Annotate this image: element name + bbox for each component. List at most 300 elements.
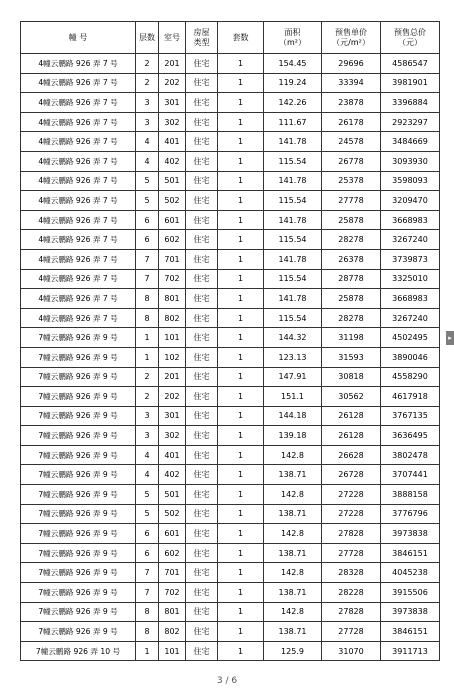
table-cell: 1 bbox=[218, 387, 264, 407]
column-header-line: 室号 bbox=[164, 32, 180, 42]
table-cell: 1 bbox=[218, 367, 264, 387]
column-header-line: 预售总价 bbox=[394, 27, 426, 37]
table-row bbox=[21, 151, 440, 171]
table-cell: 1 bbox=[218, 445, 264, 465]
table-cell: 7 bbox=[136, 269, 159, 289]
table-cell: 住宅 bbox=[186, 210, 218, 230]
table-cell: 4幢云鹏路 926 弄 7 号 bbox=[21, 289, 136, 309]
table-cell: 3668983 bbox=[381, 289, 440, 309]
table-cell: 115.54 bbox=[264, 230, 322, 250]
table-cell: 1 bbox=[218, 210, 264, 230]
table-cell: 139.18 bbox=[264, 426, 322, 446]
table-row bbox=[21, 171, 440, 191]
table-cell: 住宅 bbox=[186, 93, 218, 113]
table-cell: 3093930 bbox=[381, 151, 440, 171]
table-cell: 144.18 bbox=[264, 406, 322, 426]
table-cell: 24578 bbox=[322, 132, 381, 152]
table-cell: 125.9 bbox=[264, 641, 322, 661]
table-row bbox=[21, 524, 440, 544]
table-row bbox=[21, 387, 440, 407]
column-header-line: 套数 bbox=[232, 32, 249, 42]
table-cell: 住宅 bbox=[186, 504, 218, 524]
table-cell: 住宅 bbox=[186, 445, 218, 465]
table-cell: 28778 bbox=[322, 269, 381, 289]
table-cell: 202 bbox=[159, 387, 186, 407]
table-cell: 141.78 bbox=[264, 171, 322, 191]
table-cell: 3 bbox=[136, 426, 159, 446]
table-cell: 302 bbox=[159, 112, 186, 132]
table-cell: 144.32 bbox=[264, 328, 322, 348]
table-cell: 1 bbox=[218, 151, 264, 171]
table-cell: 3846151 bbox=[381, 622, 440, 642]
table-cell: 4幢云鹏路 926 弄 7 号 bbox=[21, 249, 136, 269]
table-cell: 7幢云鹏路 926 弄 9 号 bbox=[21, 583, 136, 603]
column-header-line: 面积 bbox=[284, 27, 301, 37]
table-cell: 1 bbox=[218, 563, 264, 583]
table-header-row bbox=[21, 22, 440, 54]
column-header-5 bbox=[264, 22, 322, 54]
table-cell: 5 bbox=[136, 485, 159, 505]
table-cell: 701 bbox=[159, 563, 186, 583]
table-cell: 4586547 bbox=[381, 54, 440, 74]
table-cell: 2 bbox=[136, 54, 159, 74]
table-row bbox=[21, 543, 440, 563]
table-cell: 3668983 bbox=[381, 210, 440, 230]
table-cell: 4幢云鹏路 926 弄 7 号 bbox=[21, 191, 136, 211]
column-header-line: 预售单价 bbox=[335, 27, 367, 37]
table-cell: 1 bbox=[136, 641, 159, 661]
table-row bbox=[21, 406, 440, 426]
table-cell: 26778 bbox=[322, 151, 381, 171]
table-cell: 142.26 bbox=[264, 93, 322, 113]
table-cell: 3776796 bbox=[381, 504, 440, 524]
table-cell: 3707441 bbox=[381, 465, 440, 485]
page-indicator: 3 / 6 bbox=[216, 676, 238, 686]
table-cell: 1 bbox=[136, 347, 159, 367]
table-row bbox=[21, 230, 440, 250]
table-cell: 3973838 bbox=[381, 524, 440, 544]
table-cell: 301 bbox=[159, 406, 186, 426]
table-cell: 401 bbox=[159, 132, 186, 152]
table-cell: 1 bbox=[218, 171, 264, 191]
table-row bbox=[21, 347, 440, 367]
table-cell: 1 bbox=[218, 583, 264, 603]
table-cell: 402 bbox=[159, 151, 186, 171]
table-cell: 26728 bbox=[322, 465, 381, 485]
table-cell: 141.78 bbox=[264, 210, 322, 230]
table-cell: 702 bbox=[159, 583, 186, 603]
table-cell: 7幢云鹏路 926 弄 9 号 bbox=[21, 602, 136, 622]
table-cell: 住宅 bbox=[186, 269, 218, 289]
table-cell: 住宅 bbox=[186, 426, 218, 446]
table-cell: 住宅 bbox=[186, 485, 218, 505]
table-row bbox=[21, 563, 440, 583]
table-cell: 30562 bbox=[322, 387, 381, 407]
table-cell: 2 bbox=[136, 73, 159, 93]
table-cell: 111.67 bbox=[264, 112, 322, 132]
table-cell: 26628 bbox=[322, 445, 381, 465]
table-cell: 4幢云鹏路 926 弄 7 号 bbox=[21, 112, 136, 132]
table-cell: 138.71 bbox=[264, 583, 322, 603]
table-cell: 302 bbox=[159, 426, 186, 446]
table-cell: 147.91 bbox=[264, 367, 322, 387]
table-cell: 27228 bbox=[322, 504, 381, 524]
table-cell: 33394 bbox=[322, 73, 381, 93]
table-cell: 502 bbox=[159, 504, 186, 524]
table-cell: 3890046 bbox=[381, 347, 440, 367]
table-cell: 3 bbox=[136, 93, 159, 113]
table-cell: 142.8 bbox=[264, 445, 322, 465]
table-cell: 8 bbox=[136, 622, 159, 642]
table-cell: 4045238 bbox=[381, 563, 440, 583]
table-row bbox=[21, 73, 440, 93]
table-cell: 27728 bbox=[322, 543, 381, 563]
table-row bbox=[21, 641, 440, 661]
table-cell: 602 bbox=[159, 230, 186, 250]
table-cell: 4幢云鹏路 926 弄 7 号 bbox=[21, 171, 136, 191]
column-header-line: 幢 号 bbox=[68, 32, 88, 42]
table-cell: 1 bbox=[218, 504, 264, 524]
table-row bbox=[21, 54, 440, 74]
table-cell: 3911713 bbox=[381, 641, 440, 661]
table-cell: 141.78 bbox=[264, 132, 322, 152]
table-cell: 4幢云鹏路 926 弄 7 号 bbox=[21, 230, 136, 250]
table-cell: 3396884 bbox=[381, 93, 440, 113]
table-cell: 502 bbox=[159, 191, 186, 211]
table-cell: 601 bbox=[159, 210, 186, 230]
table-row bbox=[21, 367, 440, 387]
table-row bbox=[21, 112, 440, 132]
table-cell: 1 bbox=[218, 269, 264, 289]
table-cell: 住宅 bbox=[186, 583, 218, 603]
table-cell: 住宅 bbox=[186, 347, 218, 367]
table-cell: 3209470 bbox=[381, 191, 440, 211]
table-cell: 301 bbox=[159, 93, 186, 113]
column-header-line: （元） bbox=[398, 37, 422, 47]
table-cell: 6 bbox=[136, 524, 159, 544]
table-cell: 5 bbox=[136, 504, 159, 524]
table-cell: 4幢云鹏路 926 弄 7 号 bbox=[21, 132, 136, 152]
table-cell: 138.71 bbox=[264, 504, 322, 524]
table-cell: 25878 bbox=[322, 289, 381, 309]
table-cell: 202 bbox=[159, 73, 186, 93]
table-row bbox=[21, 485, 440, 505]
table-cell: 28228 bbox=[322, 583, 381, 603]
table-cell: 3846151 bbox=[381, 543, 440, 563]
column-header-4 bbox=[218, 22, 264, 54]
table-row bbox=[21, 622, 440, 642]
table-cell: 7幢云鹏路 926 弄 9 号 bbox=[21, 367, 136, 387]
table-cell: 住宅 bbox=[186, 641, 218, 661]
table-cell: 住宅 bbox=[186, 249, 218, 269]
table-cell: 142.8 bbox=[264, 485, 322, 505]
table-cell: 31070 bbox=[322, 641, 381, 661]
column-header-2 bbox=[159, 22, 186, 54]
table-cell: 2 bbox=[136, 367, 159, 387]
table-cell: 住宅 bbox=[186, 230, 218, 250]
table-cell: 26128 bbox=[322, 426, 381, 446]
table-cell: 4617918 bbox=[381, 387, 440, 407]
table-row bbox=[21, 504, 440, 524]
table-row bbox=[21, 445, 440, 465]
table-cell: 1 bbox=[218, 73, 264, 93]
table-cell: 26178 bbox=[322, 112, 381, 132]
table-cell: 201 bbox=[159, 54, 186, 74]
table-cell: 4幢云鹏路 926 弄 7 号 bbox=[21, 93, 136, 113]
table-cell: 402 bbox=[159, 465, 186, 485]
column-header-line: （m²） bbox=[279, 37, 306, 47]
column-header-line: 类型 bbox=[193, 37, 210, 47]
table-cell: 1 bbox=[218, 465, 264, 485]
table-cell: 29696 bbox=[322, 54, 381, 74]
table-cell: 1 bbox=[218, 602, 264, 622]
table-cell: 住宅 bbox=[186, 602, 218, 622]
table-cell: 4幢云鹏路 926 弄 7 号 bbox=[21, 54, 136, 74]
table-cell: 住宅 bbox=[186, 112, 218, 132]
table-cell: 27828 bbox=[322, 524, 381, 544]
table-cell: 1 bbox=[218, 289, 264, 309]
table-cell: 7幢云鹏路 926 弄 9 号 bbox=[21, 485, 136, 505]
table-cell: 201 bbox=[159, 367, 186, 387]
table-cell: 3267240 bbox=[381, 308, 440, 328]
table-cell: 4 bbox=[136, 132, 159, 152]
table-cell: 151.1 bbox=[264, 387, 322, 407]
table-row bbox=[21, 583, 440, 603]
table-cell: 5 bbox=[136, 191, 159, 211]
table-cell: 138.71 bbox=[264, 543, 322, 563]
table-cell: 5 bbox=[136, 171, 159, 191]
table-row bbox=[21, 132, 440, 152]
table-cell: 7幢云鹏路 926 弄 9 号 bbox=[21, 465, 136, 485]
table-cell: 28278 bbox=[322, 230, 381, 250]
table-cell: 6 bbox=[136, 210, 159, 230]
table-cell: 3267240 bbox=[381, 230, 440, 250]
table-cell: 1 bbox=[218, 93, 264, 113]
table-cell: 2923297 bbox=[381, 112, 440, 132]
table-cell: 住宅 bbox=[186, 308, 218, 328]
table-cell: 142.8 bbox=[264, 602, 322, 622]
table-cell: 115.54 bbox=[264, 269, 322, 289]
table-row bbox=[21, 328, 440, 348]
table-cell: 住宅 bbox=[186, 289, 218, 309]
table-row bbox=[21, 426, 440, 446]
column-header-line: （元/m²） bbox=[332, 37, 370, 47]
table-cell: 401 bbox=[159, 445, 186, 465]
table-body bbox=[21, 54, 440, 661]
table-cell: 1 bbox=[218, 230, 264, 250]
table-cell: 1 bbox=[218, 485, 264, 505]
table-cell: 住宅 bbox=[186, 622, 218, 642]
table-cell: 1 bbox=[218, 54, 264, 74]
table-row bbox=[21, 465, 440, 485]
table-cell: 8 bbox=[136, 289, 159, 309]
column-header-3 bbox=[186, 22, 218, 54]
table-cell: 3325010 bbox=[381, 269, 440, 289]
page-turn-arrow-icon[interactable]: ▸ bbox=[446, 331, 454, 345]
table-cell: 142.8 bbox=[264, 524, 322, 544]
table-row bbox=[21, 191, 440, 211]
table-cell: 115.54 bbox=[264, 151, 322, 171]
table-cell: 702 bbox=[159, 269, 186, 289]
table-cell: 住宅 bbox=[186, 328, 218, 348]
table-cell: 138.71 bbox=[264, 622, 322, 642]
table-cell: 3636495 bbox=[381, 426, 440, 446]
table-row bbox=[21, 308, 440, 328]
table-cell: 4幢云鹏路 926 弄 7 号 bbox=[21, 151, 136, 171]
column-header-line: 层数 bbox=[139, 32, 155, 42]
table-cell: 住宅 bbox=[186, 543, 218, 563]
table-cell: 1 bbox=[218, 622, 264, 642]
table-cell: 154.45 bbox=[264, 54, 322, 74]
column-header-1 bbox=[136, 22, 159, 54]
table-cell: 3888158 bbox=[381, 485, 440, 505]
table-cell: 3915506 bbox=[381, 583, 440, 603]
presale-price-table bbox=[20, 21, 440, 661]
table-cell: 住宅 bbox=[186, 151, 218, 171]
table-cell: 3981901 bbox=[381, 73, 440, 93]
table-cell: 119.24 bbox=[264, 73, 322, 93]
table-cell: 141.78 bbox=[264, 249, 322, 269]
table-cell: 7幢云鹏路 926 弄 9 号 bbox=[21, 524, 136, 544]
table-cell: 4 bbox=[136, 445, 159, 465]
table-cell: 1 bbox=[136, 328, 159, 348]
column-header-7 bbox=[381, 22, 440, 54]
table-row bbox=[21, 93, 440, 113]
table-cell: 7 bbox=[136, 583, 159, 603]
table-cell: 801 bbox=[159, 289, 186, 309]
table-cell: 3802478 bbox=[381, 445, 440, 465]
table-row bbox=[21, 289, 440, 309]
table-cell: 23878 bbox=[322, 93, 381, 113]
table-cell: 1 bbox=[218, 426, 264, 446]
table-cell: 3767135 bbox=[381, 406, 440, 426]
column-header-line: 房屋 bbox=[193, 27, 210, 37]
table-cell: 4幢云鹏路 926 弄 7 号 bbox=[21, 73, 136, 93]
table-cell: 1 bbox=[218, 524, 264, 544]
table-cell: 4558290 bbox=[381, 367, 440, 387]
table-cell: 4 bbox=[136, 151, 159, 171]
table-cell: 4 bbox=[136, 465, 159, 485]
table-cell: 27778 bbox=[322, 191, 381, 211]
table-cell: 4幢云鹏路 926 弄 7 号 bbox=[21, 308, 136, 328]
table-cell: 25378 bbox=[322, 171, 381, 191]
table-cell: 7幢云鹏路 926 弄 9 号 bbox=[21, 504, 136, 524]
table-cell: 27828 bbox=[322, 602, 381, 622]
table-cell: 6 bbox=[136, 543, 159, 563]
table-cell: 1 bbox=[218, 112, 264, 132]
table-cell: 115.54 bbox=[264, 191, 322, 211]
table-cell: 住宅 bbox=[186, 132, 218, 152]
table-cell: 26128 bbox=[322, 406, 381, 426]
table-cell: 123.13 bbox=[264, 347, 322, 367]
table-cell: 3973838 bbox=[381, 602, 440, 622]
table-cell: 138.71 bbox=[264, 465, 322, 485]
table-cell: 141.78 bbox=[264, 289, 322, 309]
table-cell: 1 bbox=[218, 249, 264, 269]
table-cell: 27728 bbox=[322, 622, 381, 642]
table-cell: 115.54 bbox=[264, 308, 322, 328]
table-cell: 3739873 bbox=[381, 249, 440, 269]
table-cell: 26378 bbox=[322, 249, 381, 269]
table-cell: 802 bbox=[159, 308, 186, 328]
table-cell: 2 bbox=[136, 387, 159, 407]
table-cell: 住宅 bbox=[186, 524, 218, 544]
table-cell: 住宅 bbox=[186, 563, 218, 583]
table-cell: 501 bbox=[159, 485, 186, 505]
table-cell: 3 bbox=[136, 406, 159, 426]
table-cell: 142.8 bbox=[264, 563, 322, 583]
table-cell: 住宅 bbox=[186, 367, 218, 387]
table-cell: 1 bbox=[218, 328, 264, 348]
table-cell: 7幢云鹏路 926 弄 9 号 bbox=[21, 622, 136, 642]
table-row bbox=[21, 210, 440, 230]
table-cell: 1 bbox=[218, 543, 264, 563]
table-cell: 25878 bbox=[322, 210, 381, 230]
table-cell: 101 bbox=[159, 328, 186, 348]
table-cell: 6 bbox=[136, 230, 159, 250]
table-row bbox=[21, 249, 440, 269]
table-cell: 住宅 bbox=[186, 54, 218, 74]
table-cell: 28278 bbox=[322, 308, 381, 328]
table-cell: 501 bbox=[159, 171, 186, 191]
table-cell: 7幢云鹏路 926 弄 9 号 bbox=[21, 445, 136, 465]
table-cell: 4502495 bbox=[381, 328, 440, 348]
table-cell: 住宅 bbox=[186, 171, 218, 191]
table-cell: 7幢云鹏路 926 弄 9 号 bbox=[21, 387, 136, 407]
table-cell: 7幢云鹏路 926 弄 10 号 bbox=[21, 641, 136, 661]
table-cell: 31198 bbox=[322, 328, 381, 348]
table-cell: 101 bbox=[159, 641, 186, 661]
table-cell: 30818 bbox=[322, 367, 381, 387]
table-cell: 1 bbox=[218, 191, 264, 211]
table-cell: 102 bbox=[159, 347, 186, 367]
table-cell: 住宅 bbox=[186, 191, 218, 211]
table-cell: 住宅 bbox=[186, 465, 218, 485]
table-cell: 701 bbox=[159, 249, 186, 269]
table-cell: 27228 bbox=[322, 485, 381, 505]
table-cell: 3598093 bbox=[381, 171, 440, 191]
table-cell: 7幢云鹏路 926 弄 9 号 bbox=[21, 328, 136, 348]
table-cell: 8 bbox=[136, 308, 159, 328]
table-cell: 住宅 bbox=[186, 73, 218, 93]
table-cell: 28328 bbox=[322, 563, 381, 583]
table-cell: 7幢云鹏路 926 弄 9 号 bbox=[21, 563, 136, 583]
table-cell: 602 bbox=[159, 543, 186, 563]
table-cell: 802 bbox=[159, 622, 186, 642]
table-cell: 3484669 bbox=[381, 132, 440, 152]
table-cell: 住宅 bbox=[186, 387, 218, 407]
table-cell: 1 bbox=[218, 308, 264, 328]
table-cell: 8 bbox=[136, 602, 159, 622]
table-cell: 1 bbox=[218, 347, 264, 367]
table-cell: 3 bbox=[136, 112, 159, 132]
table-cell: 7幢云鹏路 926 弄 9 号 bbox=[21, 406, 136, 426]
table-cell: 31593 bbox=[322, 347, 381, 367]
table-cell: 7 bbox=[136, 563, 159, 583]
table-cell: 601 bbox=[159, 524, 186, 544]
table-row bbox=[21, 602, 440, 622]
table-cell: 7 bbox=[136, 249, 159, 269]
table-cell: 4幢云鹏路 926 弄 7 号 bbox=[21, 269, 136, 289]
table-cell: 7幢云鹏路 926 弄 9 号 bbox=[21, 543, 136, 563]
column-header-0 bbox=[21, 22, 136, 54]
table-cell: 1 bbox=[218, 132, 264, 152]
table-cell: 7幢云鹏路 926 弄 9 号 bbox=[21, 426, 136, 446]
table-cell: 1 bbox=[218, 406, 264, 426]
table-cell: 4幢云鹏路 926 弄 7 号 bbox=[21, 210, 136, 230]
table-row bbox=[21, 269, 440, 289]
table-cell: 801 bbox=[159, 602, 186, 622]
